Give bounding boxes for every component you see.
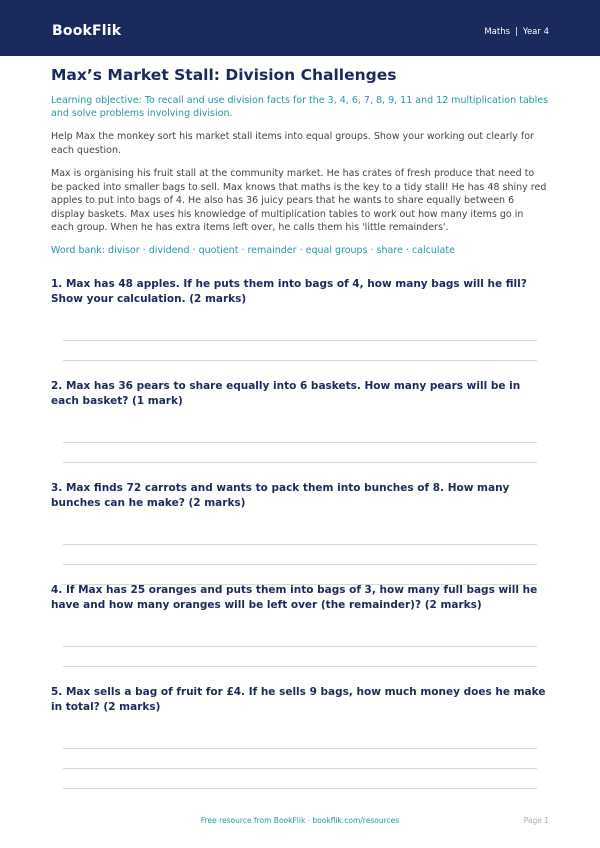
answer-line[interactable] <box>63 564 537 565</box>
answer-line[interactable] <box>63 748 537 749</box>
year-label: Year 4 <box>522 27 549 37</box>
answer-line[interactable] <box>63 442 537 443</box>
answer-line[interactable] <box>63 544 537 545</box>
question-2: 2. Max has 36 pears to share equally into 6 baskets. How many pears will be in each basket? (1 mark) <box>51 380 521 407</box>
story-paragraph: Max is organising his fruit stall at the community market. He has crates of fresh produce that need to be packed into smaller bags to sell. Max knows that maths is the key to a tidy stall! He has 48 shiny red apples to put into bags of 4. He also has 36 juicy pears that he wants to share equally between 6 display baskets. Max uses his knowledge of multiplication tables to work out how many items go in each group. When he has extra items left over, he calls them his 'little remainders'. <box>51 168 547 233</box>
page-number: Page 1 <box>523 816 549 825</box>
answer-line[interactable] <box>63 462 537 463</box>
question-4: 4. If Max has 25 oranges and puts them into bags of 3, how many full bags will he have and how many oranges will be left over (the remainder)? (2 marks) <box>51 584 538 611</box>
page-title: Max’s Market Stall: Division Challenges <box>51 66 397 84</box>
subject-year-label <box>484 27 549 37</box>
question-3: 3. Max finds 72 carrots and wants to pack them into bunches of 8. How many bunches can he make? (2 marks) <box>51 482 510 509</box>
answer-line[interactable] <box>63 788 537 789</box>
question-1: 1. Max has 48 apples. If he puts them into bags of 4, how many bags will he fill? Show your calculation. (2 marks) <box>51 278 527 305</box>
footer-credit[interactable]: Free resource from BookFlik · bookflik.com/resources <box>200 816 400 825</box>
answer-line[interactable] <box>63 360 537 361</box>
word-bank: Word bank: divisor · dividend · quotient · remainder · equal groups · share · calculate <box>51 244 455 256</box>
learning-objective: Learning objective: To recall and use division facts for the 3, 4, 6, 7, 8, 9, 11 and 12 multiplication tables and solve problems involving division. <box>51 95 549 119</box>
page-header <box>0 0 600 56</box>
worksheet-intro <box>51 64 549 258</box>
answer-line[interactable] <box>63 340 537 341</box>
answer-line[interactable] <box>63 646 537 647</box>
question-5: 5. Max sells a bag of fruit for £4. If he sells 9 bags, how much money does he make in total? (2 marks) <box>51 686 546 713</box>
answer-line[interactable] <box>63 768 537 769</box>
instructions: Help Max the monkey sort his market stall items into equal groups. Show your working out clearly for each question. <box>51 131 534 156</box>
answer-line[interactable] <box>63 666 537 667</box>
subject-label: Maths <box>484 27 511 37</box>
brand-logo: BookFlik <box>52 23 122 39</box>
meta-separator: | <box>515 27 518 37</box>
